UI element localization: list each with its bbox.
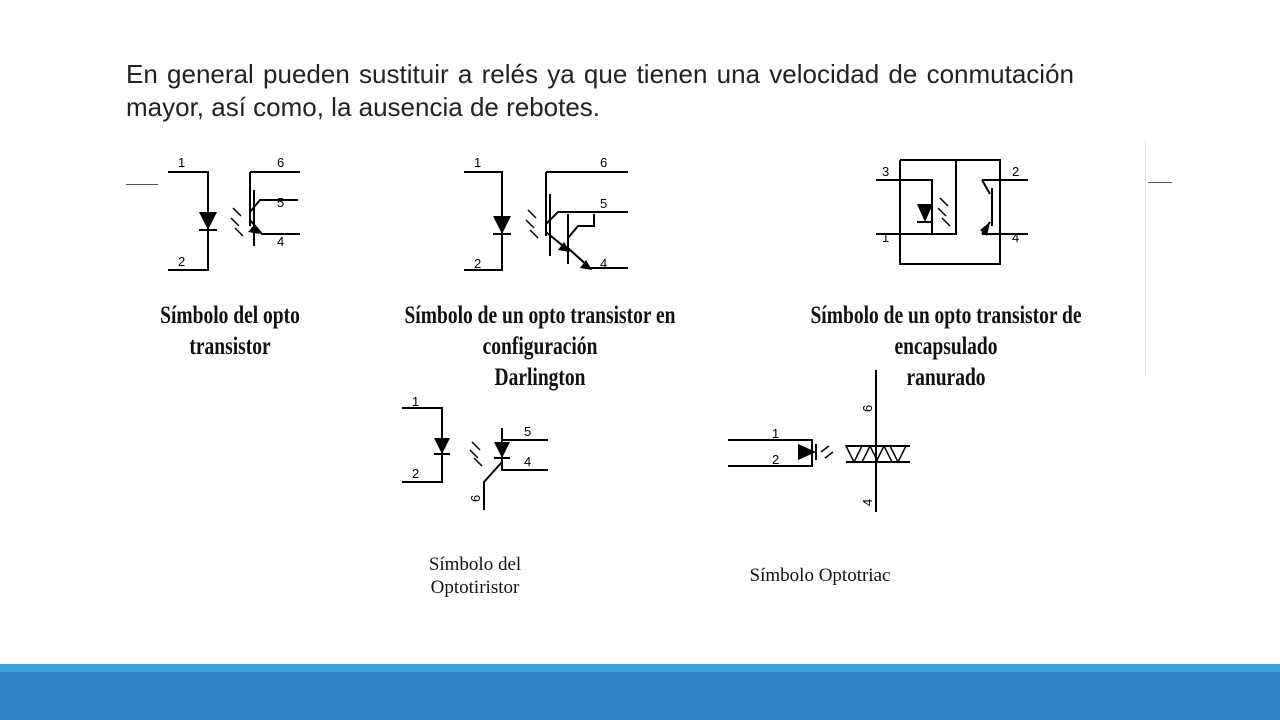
left-divider <box>126 184 158 185</box>
svg-text:4: 4 <box>524 454 532 469</box>
optothyristor-caption-line2: Optotiristor <box>430 577 520 598</box>
svg-text:1: 1 <box>772 426 780 441</box>
figure-border <box>1145 140 1146 375</box>
svg-text:1: 1 <box>882 230 890 245</box>
optotriac-symbol <box>728 370 928 515</box>
darlington-caption-line1: Símbolo de un opto transistor en configuración <box>404 302 676 360</box>
optothyristor-caption <box>390 553 560 599</box>
svg-text:4: 4 <box>277 234 285 249</box>
footer-accent-bar <box>0 664 1280 672</box>
slotted-package-symbol <box>872 160 1032 270</box>
svg-text:2: 2 <box>178 254 186 269</box>
right-divider <box>1148 182 1172 183</box>
darlington-caption <box>361 300 720 393</box>
svg-text:6: 6 <box>600 155 608 170</box>
svg-text:5: 5 <box>277 195 285 210</box>
svg-text:1: 1 <box>178 155 186 170</box>
svg-text:2: 2 <box>772 452 780 467</box>
svg-text:4: 4 <box>860 498 875 506</box>
svg-text:4: 4 <box>1012 230 1020 245</box>
svg-text:1: 1 <box>474 155 482 170</box>
darlington-caption-line2: Darlington <box>494 364 586 391</box>
svg-text:1: 1 <box>412 394 420 409</box>
svg-text:4: 4 <box>600 256 608 271</box>
darlington-symbol <box>460 150 640 280</box>
svg-text:5: 5 <box>600 196 608 211</box>
optothyristor-caption-line1: Símbolo del <box>428 554 522 575</box>
optothyristor-symbol <box>398 394 558 518</box>
svg-text:5: 5 <box>524 424 532 439</box>
svg-text:2: 2 <box>412 466 420 481</box>
opto-transistor-caption: Símbolo del opto transistor <box>160 302 300 360</box>
svg-text:2: 2 <box>474 256 482 271</box>
slotted-caption-line2: ranurado <box>906 364 986 391</box>
optotriac-caption: Símbolo Optotriac <box>749 565 891 586</box>
svg-text:6: 6 <box>468 494 483 502</box>
svg-text:6: 6 <box>277 155 285 170</box>
footer-bar <box>0 672 1280 720</box>
svg-text:2: 2 <box>1012 164 1020 179</box>
intro-text: En general pueden sustituir a relés ya que tienen una velocidad de conmutación mayor, así como, la ausencia de rebotes. <box>126 59 1074 122</box>
svg-text:3: 3 <box>882 164 890 179</box>
opto-transistor-symbol <box>160 150 310 280</box>
svg-text:6: 6 <box>860 404 875 412</box>
slotted-caption-line1: Símbolo de un opto transistor de encapsulado <box>810 302 1082 360</box>
